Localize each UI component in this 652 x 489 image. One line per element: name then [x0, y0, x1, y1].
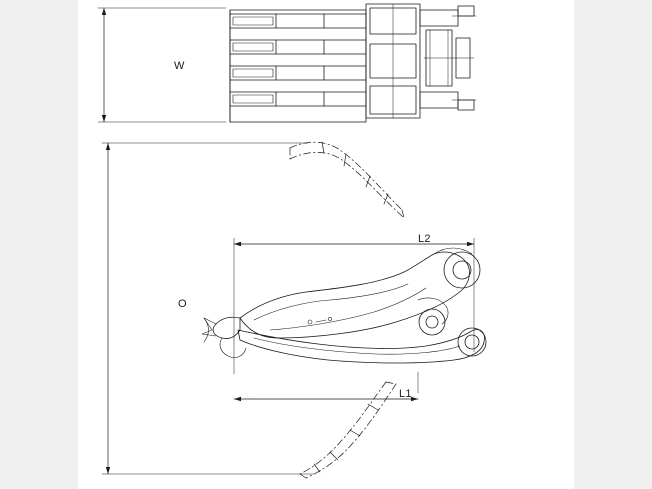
- dimension-label-l2: L2: [418, 233, 431, 245]
- dimension-label-w: W: [174, 60, 185, 72]
- dimension-label-o: O: [178, 298, 187, 310]
- drawing-sheet: [78, 0, 574, 489]
- side-view-detail-marks: [308, 317, 332, 324]
- dimension-label-l1: L1: [399, 388, 412, 400]
- top-view-group: [230, 4, 476, 122]
- jaw-arc-lower: [300, 382, 396, 478]
- top-view-tines: [230, 14, 366, 106]
- dimension-w: [98, 8, 226, 122]
- top-view-mount-bracket: [420, 6, 476, 110]
- side-view-group: [202, 248, 486, 363]
- technical-drawing-svg: [78, 0, 574, 489]
- dimension-l1: [234, 372, 418, 401]
- top-view-body: [366, 4, 420, 118]
- jaw-arc-upper: [290, 142, 404, 218]
